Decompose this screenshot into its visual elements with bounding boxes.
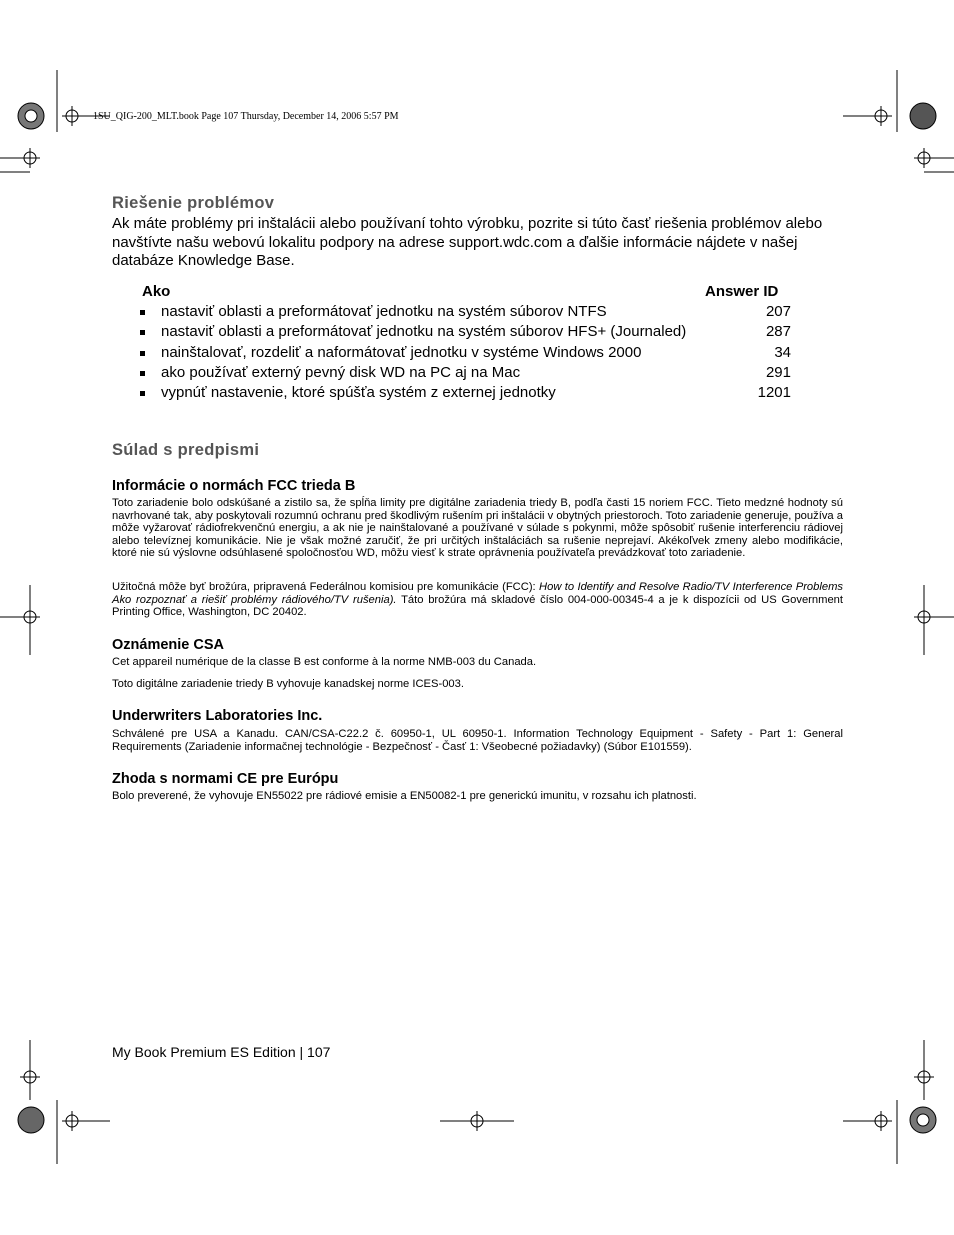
- bullet-icon: [140, 330, 145, 335]
- list-item-label: nainštalovať, rozdeliť a naformátovať jednotku v systéme Windows 2000: [161, 344, 642, 361]
- answer-id: 34: [774, 344, 791, 361]
- answer-id: 291: [765, 364, 791, 381]
- csa-paragraph-1: Cet appareil numérique de la classe B est conforme à la norme NMB-003 du Canada.: [112, 656, 537, 668]
- ce-paragraph: Bolo preverené, že vyhovuje EN55022 pre rádiové emisie a EN50082-1 pre generickú imunitu, v rozsahu ich platnosti.: [112, 790, 697, 802]
- list-item: [140, 303, 791, 322]
- column-how: Ako: [142, 283, 171, 300]
- answer-id: 287: [765, 323, 791, 340]
- list-item: [140, 323, 791, 342]
- column-answer-id: Answer ID: [705, 283, 779, 300]
- bullet-icon: [140, 351, 145, 356]
- list-item-label: nastaviť oblasti a preformátovať jednotku na systém súborov NTFS: [161, 303, 607, 320]
- troubleshooting-heading: Riešenie problémov: [112, 194, 275, 212]
- print-slug: 1SU_QIG-200_MLT.book Page 107 Thursday, December 14, 2006 5:57 PM: [93, 111, 399, 122]
- ul-title: Underwriters Laboratories Inc.: [112, 708, 323, 724]
- csa-paragraph-2: Toto digitálne zariadenie triedy B vyhovuje kanadskej norme ICES-003.: [112, 678, 464, 690]
- csa-title: Oznámenie CSA: [112, 637, 224, 653]
- bullet-icon: [140, 371, 145, 376]
- answer-id: 1201: [757, 384, 791, 401]
- fcc-paragraph-2-end: Táto brožúra má skladové číslo 004-000-00345-4 a je k dispozícii od US Government Printing Office, Washington, DC 20402.: [112, 593, 843, 619]
- answer-id: 207: [765, 303, 791, 320]
- fcc-paragraph-2: [112, 581, 843, 619]
- bullet-icon: [140, 391, 145, 396]
- bullet-icon: [140, 310, 145, 315]
- list-item: [140, 364, 791, 383]
- list-item-label: ako používať externý pevný disk WD na PC aj na Mac: [161, 364, 521, 381]
- list-item: [140, 384, 791, 403]
- fcc-paragraph-2-start: Užitočná môže byť brožúra, pripravená Federálnou komisiou pre komunikácie (FCC):: [112, 581, 540, 593]
- ce-title: Zhoda s normami CE pre Európu: [112, 771, 339, 787]
- troubleshooting-intro: Ak máte problémy pri inštalácii alebo používaní tohto výrobku, pozrite si túto časť riešenia problémov alebo navštívte našu webovú lokalitu podpory na adrese support.wdc.com a ďalšie informácie nájdete v našej databáze Knowledge Base.: [112, 215, 823, 270]
- list-item-label: nastaviť oblasti a preformátovať jednotku na systém súborov HFS+ (Journaled): [161, 323, 687, 340]
- fcc-brochure-title: How to Identify and Resolve Radio/TV Interference Problems Ako rozpoznať a riešiť problémy rádiového/TV rušenia).: [112, 581, 843, 606]
- fcc-paragraph-1: Toto zariadenie bolo odskúšané a zistilo sa, že spĺňa limity pre digitálne zariadenia triedy B, podľa časti 15 noriem FCC. Tieto medzné hodnoty sú navrhované tak, aby poskytovali rozumnú ochranu pred škodlivým rušením pri inštalácii v obytných priestoroch. Toto zariadenie generuje, používa a môže vyžarovať rádiofrekvenčnú energiu, a ak nie je nainštalované a používané v súlade s pokynmi, môže spôsobiť rušenie interferenciu rádiovej alebo televíznej komunikácie. Nie je však možné zaručiť, že pri určitých inštaláciách sa rušenie neprejaví. Akékoľvek zmeny alebo modifikácie, ktoré nie sú výslovne odsúhlasené spoločnosťou WD, môžu viesť k strate oprávnenia používateľa prevádzkovať toto zariadenie.: [112, 497, 843, 560]
- fcc-title: Informácie o normách FCC trieda B: [112, 478, 356, 494]
- list-item: [140, 344, 791, 363]
- ul-paragraph: Schválené pre USA a Kanadu. CAN/CSA-C22.2 č. 60950-1, UL 60950-1. Information Technology Equipment - Safety - Part 1: General Requirements (Zariadenie informačnej technológie - Bezpečnosť - Časť 1: Všeobecné požiadavky) (Súbor E101559).: [112, 728, 843, 753]
- compliance-heading: Súlad s predpismi: [112, 441, 260, 459]
- page-footer: My Book Premium ES Edition | 107: [112, 1044, 331, 1060]
- list-item-label: vypnúť nastavenie, ktoré spúšťa systém z externej jednotky: [161, 384, 556, 401]
